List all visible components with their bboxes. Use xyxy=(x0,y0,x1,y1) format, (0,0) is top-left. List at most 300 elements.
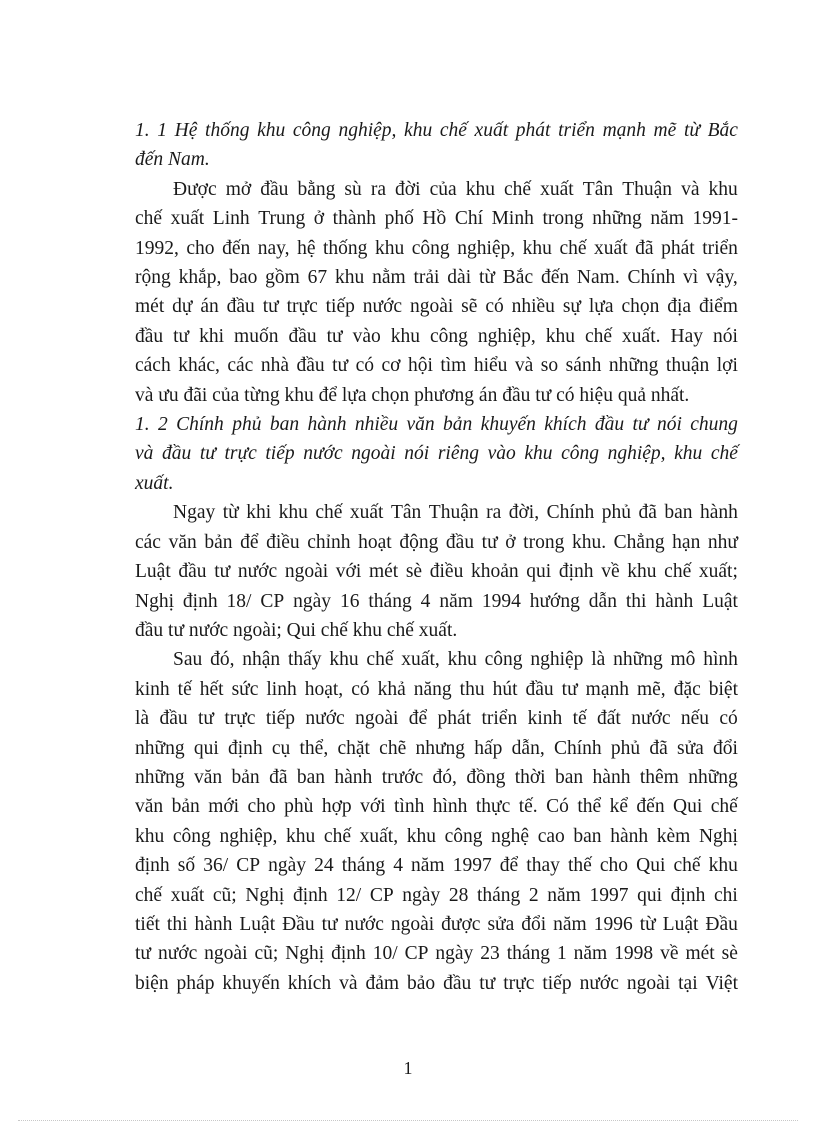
word: chế xyxy=(439,120,467,141)
word: khu xyxy=(329,649,359,671)
word: ban xyxy=(664,502,693,524)
word: mét xyxy=(368,561,399,583)
word: hành xyxy=(307,414,347,436)
word: nghiệp, xyxy=(338,120,397,141)
paragraph-1-line xyxy=(135,175,738,204)
word: chế xyxy=(323,825,351,847)
word: khích xyxy=(287,972,332,994)
word: 1 xyxy=(556,943,567,965)
word: khu xyxy=(406,825,436,847)
word: nghiệp, xyxy=(457,237,516,259)
word: đầu xyxy=(594,414,625,436)
word: mạnh xyxy=(585,678,629,700)
word: văn xyxy=(193,766,223,788)
word: Nam. xyxy=(576,267,620,289)
word: tháng xyxy=(506,943,551,965)
word: để xyxy=(240,531,259,553)
word: đầu xyxy=(226,296,255,318)
word: bản xyxy=(231,766,260,788)
word: và xyxy=(681,178,700,200)
word: Chính xyxy=(176,414,224,436)
word: khác, xyxy=(178,355,220,377)
word: CP xyxy=(236,855,261,877)
paragraph-1-line xyxy=(135,263,738,292)
word: và xyxy=(135,443,154,465)
word: tiếp xyxy=(542,972,572,994)
paragraph-2-line xyxy=(135,587,738,616)
word: nghiệp, xyxy=(607,443,666,465)
word: thống xyxy=(205,120,250,141)
word: 1991- xyxy=(692,208,738,230)
word: trong xyxy=(542,208,584,230)
word: Đầu xyxy=(705,913,738,935)
word: năm xyxy=(573,943,608,965)
word: xuất xyxy=(170,208,205,230)
word: đổi xyxy=(713,737,738,759)
word: 2 xyxy=(528,884,539,906)
word: xuất xyxy=(594,237,628,259)
word: đến xyxy=(636,796,665,818)
word: tư xyxy=(262,296,279,318)
word: thực xyxy=(475,796,511,818)
word: hành xyxy=(700,502,738,524)
word: Qui xyxy=(673,796,703,818)
word: bảo xyxy=(407,972,436,994)
word: cũ; xyxy=(212,884,237,906)
word: trong xyxy=(523,531,565,553)
word: phát xyxy=(661,237,695,259)
word: tế xyxy=(177,678,192,700)
word: 4 xyxy=(420,590,431,612)
word: linh xyxy=(266,678,297,700)
word: ngoài xyxy=(351,443,396,465)
word: khu xyxy=(404,120,433,141)
word: hành xyxy=(334,766,373,788)
word: Hệ xyxy=(174,120,198,141)
word: ngày xyxy=(402,884,441,906)
word: để xyxy=(499,855,519,877)
word: Hay xyxy=(670,325,703,347)
word: ngày xyxy=(268,855,307,877)
word: dài xyxy=(447,267,472,289)
word: đã xyxy=(269,766,288,788)
word: hệ xyxy=(297,237,316,259)
word: các xyxy=(227,355,254,377)
word: chế xyxy=(673,855,701,877)
word: năm xyxy=(547,884,581,906)
word: Nghị xyxy=(698,825,738,847)
word: cũ; xyxy=(254,943,279,965)
word: đầu xyxy=(525,678,554,700)
word: đầu xyxy=(296,355,325,377)
word: những xyxy=(135,766,185,788)
word: chế xyxy=(710,443,738,465)
word: đầu xyxy=(178,561,207,583)
section-heading-1-2 xyxy=(135,410,738,439)
word: Trung xyxy=(258,208,306,230)
word: 1996 xyxy=(593,913,633,935)
word: mẽ xyxy=(653,120,677,141)
word: 10/ xyxy=(372,943,398,965)
word: định xyxy=(331,943,366,965)
word: 24 xyxy=(314,855,334,877)
word: khu xyxy=(524,443,553,465)
word: cơ xyxy=(381,355,401,377)
word: hấp xyxy=(474,737,503,759)
word: điều xyxy=(266,531,300,553)
word: bằng xyxy=(297,178,336,200)
word: mét xyxy=(685,943,715,965)
page-bottom-divider xyxy=(18,1120,798,1121)
word: sức xyxy=(231,678,259,700)
word: để xyxy=(408,708,428,730)
word: ngoài xyxy=(409,296,454,318)
word: CP xyxy=(260,590,285,612)
word: dự xyxy=(172,296,193,318)
word: phủ xyxy=(601,502,631,524)
word: những xyxy=(608,355,659,377)
word: triển xyxy=(558,120,595,141)
word: cụ xyxy=(271,737,291,759)
word: kinh xyxy=(527,708,563,730)
word: hiểu xyxy=(473,355,508,377)
word: chế xyxy=(135,884,163,906)
word: có xyxy=(719,708,738,730)
word: thế xyxy=(567,855,592,877)
word: tiếp xyxy=(265,708,296,730)
word: phát xyxy=(437,708,472,730)
word: Tân xyxy=(390,502,422,524)
word: văn xyxy=(135,796,164,818)
word: khi xyxy=(246,502,272,524)
word: nói xyxy=(404,443,430,465)
paragraph-2-line: đầu tư nước ngoài; Qui chế khu chế xuất. xyxy=(135,619,458,641)
word: triển xyxy=(481,708,518,730)
word: và xyxy=(339,972,358,994)
word: lựa xyxy=(588,296,614,318)
word: được xyxy=(441,913,481,935)
word: khích xyxy=(544,414,587,436)
word: chế xyxy=(504,178,532,200)
word: Luật xyxy=(135,561,171,583)
word: bao xyxy=(229,267,258,289)
word: từ xyxy=(222,502,239,524)
word: khu xyxy=(522,237,552,259)
word: hình xyxy=(432,796,468,818)
word: tháng xyxy=(341,855,386,877)
word: phù xyxy=(284,796,314,818)
word: công xyxy=(561,443,599,465)
word: đầu xyxy=(260,178,289,200)
word: nhiều xyxy=(511,296,555,318)
word: công xyxy=(429,325,468,347)
word: nhưng xyxy=(415,737,466,759)
word: hành xyxy=(592,766,631,788)
word: ngoài xyxy=(204,943,248,965)
word: tìm xyxy=(440,355,467,377)
word: ở xyxy=(505,531,516,553)
word: động xyxy=(399,531,439,553)
word: thể, xyxy=(299,737,329,759)
word: 23 xyxy=(480,943,500,965)
word: mét xyxy=(135,296,165,318)
paragraph-3-line xyxy=(135,792,738,821)
word: tư xyxy=(481,531,498,553)
word: sè xyxy=(405,561,423,583)
word: muốn xyxy=(234,325,279,347)
word: từ xyxy=(478,267,495,289)
word: đầu xyxy=(288,325,317,347)
word: Thuận xyxy=(622,178,673,200)
word: bản xyxy=(443,414,473,436)
word: Nghị xyxy=(245,884,285,906)
word: xuất xyxy=(349,502,384,524)
word: qui xyxy=(526,561,552,583)
word: 1994 xyxy=(481,590,521,612)
word: chế xyxy=(366,649,394,671)
word: nghiệp, xyxy=(219,825,278,847)
word: định xyxy=(670,884,706,906)
word: trực xyxy=(224,443,257,465)
word: cách xyxy=(135,355,171,377)
word: tiếp xyxy=(265,443,295,465)
word: công xyxy=(292,120,331,141)
word: đầu xyxy=(135,325,164,347)
word: là xyxy=(591,649,606,671)
word: bản xyxy=(171,796,200,818)
word: kể xyxy=(609,796,628,818)
word: Sau xyxy=(173,649,203,671)
word: nước xyxy=(237,561,278,583)
word: đảm xyxy=(365,972,400,994)
word: có xyxy=(351,678,370,700)
word: đầu xyxy=(443,972,472,994)
word: đầu xyxy=(162,443,192,465)
word: đến xyxy=(540,267,570,289)
word: chế xyxy=(559,237,587,259)
word: ở xyxy=(313,208,325,230)
word: nằm xyxy=(372,267,406,289)
word: sự xyxy=(562,296,581,318)
word: nước xyxy=(303,443,343,465)
word: tháng xyxy=(368,590,412,612)
word: thấy xyxy=(287,649,322,671)
word: tư xyxy=(632,414,649,436)
word: thuận xyxy=(665,355,710,377)
word: hợp xyxy=(321,796,352,818)
word: 67 xyxy=(307,267,328,289)
word: trực xyxy=(224,708,256,730)
word: chọn xyxy=(621,296,660,318)
word: những xyxy=(135,737,185,759)
word: khu xyxy=(286,825,316,847)
paragraph-1-line xyxy=(135,234,738,263)
word: ban xyxy=(296,766,326,788)
word: chế xyxy=(664,561,692,583)
word: khoản xyxy=(470,561,519,583)
word: khu xyxy=(390,325,420,347)
word: tình xyxy=(393,796,425,818)
word: mô xyxy=(670,649,696,671)
word: xuất; xyxy=(698,561,738,583)
word: tư xyxy=(214,561,231,583)
word: phủ xyxy=(610,737,641,759)
word: ban xyxy=(555,766,584,788)
word: 1997 xyxy=(452,855,492,877)
word: khu xyxy=(465,178,495,200)
word: những xyxy=(613,649,663,671)
word: vì xyxy=(683,267,699,289)
word: CP xyxy=(369,884,394,906)
word: nước xyxy=(157,943,198,965)
word: đời, xyxy=(508,502,540,524)
word: từ xyxy=(639,913,656,935)
paragraph-2-line xyxy=(135,528,738,557)
word: Chính xyxy=(546,502,595,524)
word: văn xyxy=(168,531,197,553)
word: dẫn xyxy=(588,590,617,612)
word: kèm xyxy=(656,825,691,847)
word: triển xyxy=(702,237,738,259)
word: hành xyxy=(194,913,233,935)
word: và xyxy=(514,355,534,377)
paragraph-3-line xyxy=(135,851,738,880)
word: khu xyxy=(545,325,576,347)
word: những xyxy=(592,208,642,230)
paragraph-1-line xyxy=(135,322,738,351)
word: khu xyxy=(335,267,365,289)
paragraph-1-line xyxy=(135,351,738,380)
word: tháng xyxy=(476,884,521,906)
word: năng xyxy=(413,678,452,700)
word: thêm xyxy=(639,766,679,788)
word: trước xyxy=(381,766,424,788)
word: hoạt, xyxy=(304,678,344,700)
word: kinh xyxy=(135,678,170,700)
word: hút xyxy=(492,678,518,700)
word: đời xyxy=(395,178,421,200)
word: qui xyxy=(637,884,663,906)
word: 1997 xyxy=(589,884,629,906)
word: 12/ xyxy=(336,884,362,906)
word: nghiệp xyxy=(530,649,584,671)
word: Ngay xyxy=(173,502,216,524)
word: cho xyxy=(186,237,215,259)
word: công xyxy=(484,649,523,671)
word: thời xyxy=(514,766,546,788)
word: phủ xyxy=(232,414,262,436)
word: sè xyxy=(721,943,738,965)
word: riêng xyxy=(437,443,479,465)
word: bản xyxy=(204,531,233,553)
section-heading-1-2 xyxy=(135,439,738,468)
word: nhà xyxy=(260,355,289,377)
word: Tân xyxy=(582,178,614,200)
word: Chẳng xyxy=(613,531,665,553)
word: khu xyxy=(257,120,286,141)
word: 1. xyxy=(135,414,150,436)
paragraph-3-line xyxy=(135,939,738,968)
word: khu xyxy=(708,178,738,200)
word: phát xyxy=(515,120,551,141)
word: chi xyxy=(713,884,738,906)
word: ban xyxy=(573,825,602,847)
word: hạn xyxy=(672,531,701,553)
body-text xyxy=(135,116,738,998)
word: công xyxy=(444,825,483,847)
word: tư xyxy=(173,325,190,347)
word: ngoài xyxy=(390,913,435,935)
paragraph-3-line xyxy=(135,645,738,674)
word: năm xyxy=(553,913,587,935)
word: Luật xyxy=(239,913,276,935)
word: hoạt xyxy=(358,531,392,553)
word: xuất xyxy=(474,120,509,141)
word: mới xyxy=(208,796,240,818)
word: là xyxy=(135,708,150,730)
word: thành xyxy=(332,208,376,230)
word: Luật xyxy=(662,913,699,935)
word: sửa xyxy=(487,913,515,935)
paragraph-3-line xyxy=(135,969,738,998)
paragraph-3-line xyxy=(135,704,738,733)
word: khu xyxy=(447,649,477,671)
word: CP xyxy=(404,943,429,965)
word: Có xyxy=(546,796,569,818)
word: ngoài xyxy=(355,708,399,730)
word: công xyxy=(411,237,450,259)
word: 36/ xyxy=(203,855,229,877)
word: nhiều xyxy=(354,414,399,436)
word: án xyxy=(200,296,219,318)
word: có xyxy=(355,355,374,377)
word: Qui xyxy=(636,855,666,877)
word: tư xyxy=(199,443,216,465)
word: ra xyxy=(370,178,386,200)
paragraph-1-line xyxy=(135,292,738,321)
word: chặt xyxy=(337,737,370,759)
word: ngoài xyxy=(626,972,671,994)
word: năm xyxy=(439,590,473,612)
paragraph-1-line: và ưu đãi của từng khu để lựa chọn phương án đầu tư có hiệu quả nhất. xyxy=(135,384,690,406)
word: đến xyxy=(222,237,251,259)
word: ban xyxy=(269,414,300,436)
word: nghệ xyxy=(491,825,530,847)
word: dẫn, xyxy=(511,737,545,759)
word: 1. xyxy=(135,120,150,141)
word: khi xyxy=(199,325,225,347)
word: Bắc xyxy=(707,120,738,141)
word: đầu xyxy=(445,531,475,553)
word: đổi xyxy=(521,913,547,935)
word: năm xyxy=(650,208,684,230)
word: nước xyxy=(344,913,384,935)
word: vào xyxy=(352,325,381,347)
word: khuyến xyxy=(480,414,536,436)
word: xuất, xyxy=(401,649,440,671)
word: đất xyxy=(597,708,621,730)
word: hành xyxy=(610,825,649,847)
word: chế xyxy=(710,796,738,818)
word: Hồ xyxy=(422,208,447,230)
word: ngày xyxy=(293,590,332,612)
word: về xyxy=(660,943,679,965)
word: như xyxy=(707,531,738,553)
word: đầu xyxy=(159,708,188,730)
word: gồm xyxy=(265,267,300,289)
word: tư xyxy=(561,678,578,700)
word: tư xyxy=(332,355,349,377)
